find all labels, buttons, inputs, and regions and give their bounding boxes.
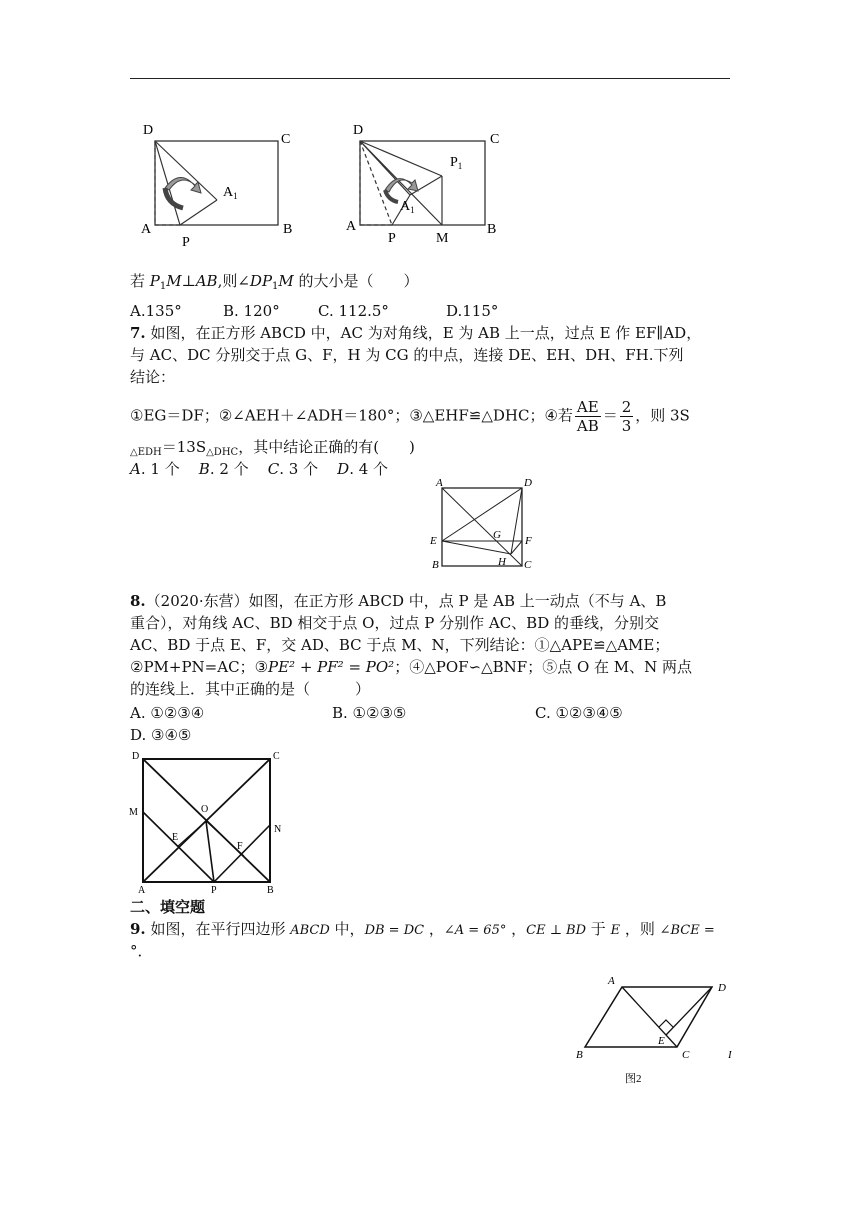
q6-option-c: C. 112.5°: [318, 302, 389, 320]
q6-option-a: A.135°: [130, 302, 182, 320]
q9-figure: [570, 970, 735, 1090]
q7-fig-label-a: A: [436, 477, 443, 489]
q8-line-1: 8.（2020·东营）如图，在正方形 ABCD 中，点 P 是 AB 上一动点（不与 A、B: [130, 592, 667, 610]
q6-f2-label-m: M: [436, 231, 449, 246]
q9-fig-label-d: D: [718, 982, 726, 994]
q8-fig-label-a: A: [138, 885, 146, 895]
q6-f1-label-c: C: [281, 132, 291, 147]
q8-line-3: AC、BD 于点 E、F，交 AD、BC 于点 M、N，下列结论：①△APE≌△AME；: [130, 636, 670, 654]
q8-fig-label-b: B: [267, 885, 274, 895]
q8-fig-label-d: D: [132, 751, 140, 762]
q7-fig-label-f: F: [525, 535, 532, 547]
q6-f1-label-d: D: [143, 123, 154, 138]
q7-options: [130, 458, 388, 480]
q9-fig-caption: 图2: [625, 1073, 642, 1085]
q7-fig-label-b: B: [432, 559, 439, 570]
q8-figure: [126, 745, 291, 895]
q9-fig-label-a: A: [608, 975, 615, 987]
q9-fig-edge-mark: I: [728, 1049, 732, 1061]
header-rule: [130, 78, 730, 79]
q8-fig-label-c: C: [273, 751, 280, 762]
q7-fig-label-d: D: [524, 477, 532, 489]
q9-fig-label-e: E: [658, 1035, 665, 1047]
q6-f1-label-p: P: [182, 235, 190, 250]
q7-option-b: B. 2 个: [198, 460, 249, 478]
q8-fig-label-e: E: [172, 832, 179, 843]
q7-fraction-2-3: $\frac{2}{3}$: [621, 398, 632, 435]
q8-fig-label-n: N: [274, 824, 282, 835]
q6-figure-2: [340, 118, 505, 248]
q9-fig-label-b: B: [576, 1049, 583, 1061]
q6-f2-label-d: D: [353, 123, 364, 138]
q6-option-d: D.115°: [446, 302, 499, 320]
q7-fig-label-e: E: [430, 535, 437, 547]
q7-fig-label-h: H: [498, 556, 506, 568]
q7-figure: [425, 474, 540, 570]
q7-option-d: D. 4 个: [337, 460, 389, 478]
q7-fraction-ae-ab: $\frac{AE}{AB}$: [576, 398, 599, 435]
q7-fig-label-g: G: [493, 529, 501, 541]
q6-question: 若 $P_1M\perp AB$,则$\angle DP_1M$ 的大小是（ ）: [130, 272, 419, 292]
q7-line-4: ①EG＝DF；②∠AEH＋∠ADH＝180°；③△EHF≌△DHC；④若 $\frac{AE}{AB}$ ＝ $\frac{2}{3}$ ，则 3S: [130, 398, 690, 435]
q6-f2-label-a1: $A_1$: [400, 199, 415, 215]
q8-line-2: 重合），对角线 AC、BD 相交于点 O，过点 P 分别作 AC、BD 的垂线，分别交: [130, 614, 659, 632]
q6-f2-label-b: B: [487, 222, 497, 237]
q8-option-a: A. ①②③④: [130, 704, 205, 722]
q7-line-1: 7. 如图，在正方形 ABCD 中，AC 为对角线，E 为 AB 上一点，过点 E 作 EF∥AD，: [130, 324, 702, 342]
q7-fig-label-c: C: [524, 559, 532, 570]
q8-option-d: D. ③④⑤: [130, 726, 192, 744]
q6-f2-label-p1: $P_1$: [450, 155, 463, 171]
q6-figure-1: [135, 118, 295, 250]
q8-fig-label-p: P: [211, 885, 217, 895]
q6-option-b: B. 120°: [223, 302, 280, 320]
q6-f1-label-b: B: [283, 222, 293, 237]
section-title: 二、填空题: [130, 898, 206, 916]
q9-line-1: 9. 如图，在平行四边形 ABCD 中，DB = DC ，∠A = 65° ，CE ⊥ BD 于 E ，则 ∠BCE =: [130, 920, 715, 938]
q7-line-2: 与 AC、DC 分别交于点 G、F，H 为 CG 的中点，连接 DE、EH、DH、FH.下列: [130, 346, 684, 364]
q7-line-3: 结论：: [130, 368, 176, 386]
q9-line-2: °．: [130, 942, 153, 960]
q8-fig-label-f: F: [237, 841, 243, 852]
q6-f2-label-p: P: [388, 231, 396, 246]
q7-option-c: C. 3 个: [267, 460, 319, 478]
q8-option-b: B. ①②③⑤: [332, 704, 407, 722]
q6-f2-label-c: C: [490, 132, 500, 147]
q6-f1-label-a1: $A_1$: [223, 185, 238, 201]
q8-option-c: C. ①②③④⑤: [535, 704, 623, 722]
q8-fig-label-o: O: [201, 804, 209, 815]
q8-line-5: 的连线上．其中正确的是（ ）: [130, 680, 371, 698]
q6-f1-label-a: A: [141, 222, 152, 237]
q8-fig-label-m: M: [129, 807, 138, 818]
q7-option-a: A. 1 个: [130, 460, 180, 478]
q8-line-4: ②PM+PN=AC；③PE² + PF² = PO²；④△POF∽△BNF；⑤点 O 在 M、N 两点: [130, 658, 693, 676]
q7-line-5: $_{\triangle EDH}=13S_{\triangle DHC}$，其中结论正确的有( ): [130, 438, 415, 458]
q6-f2-label-a: A: [346, 219, 357, 234]
q9-fig-label-c: C: [682, 1049, 690, 1061]
